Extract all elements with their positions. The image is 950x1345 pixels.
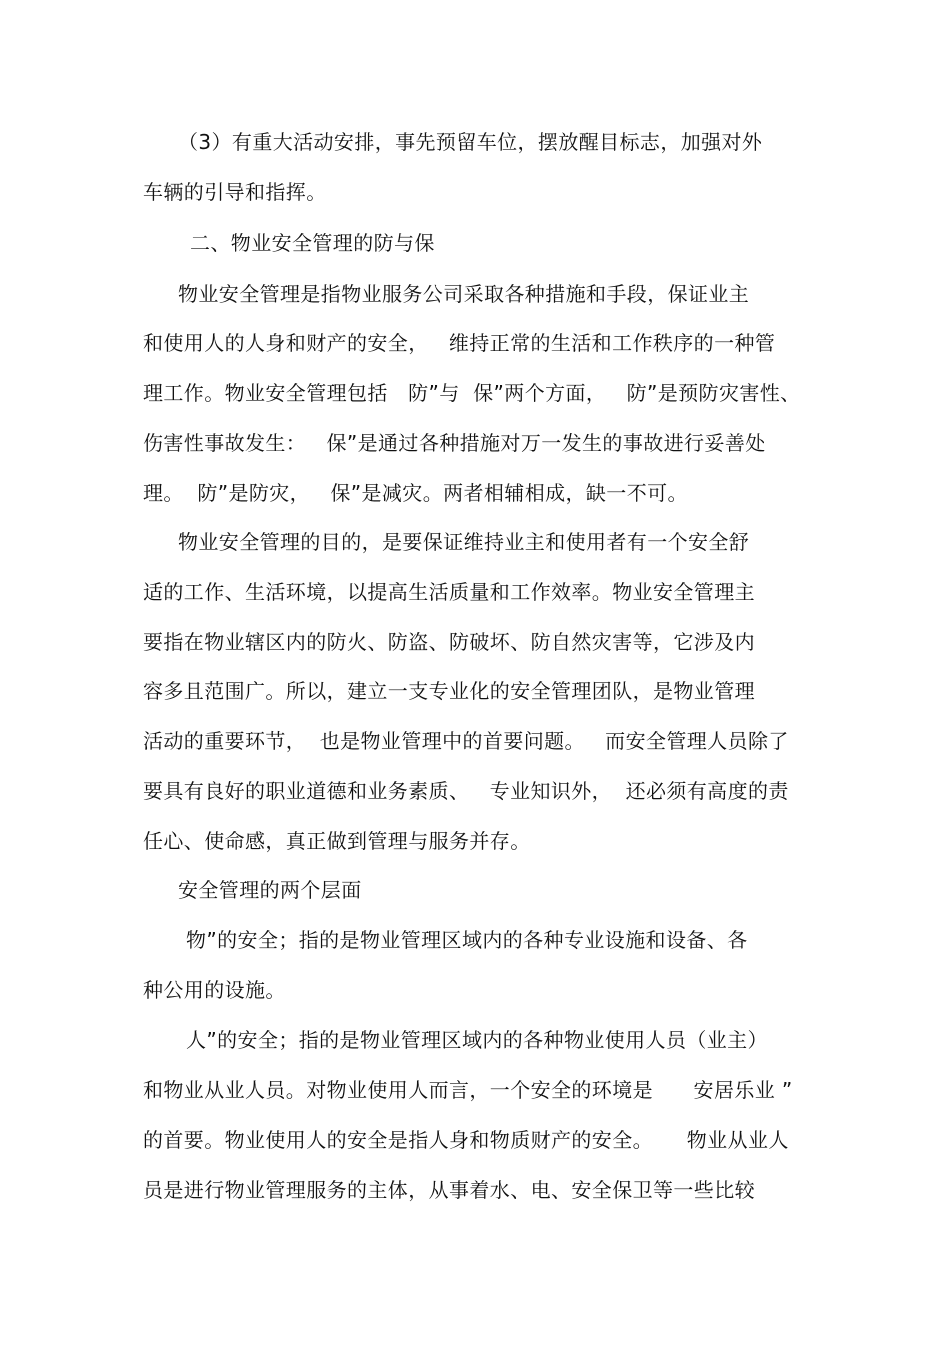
text-line-14: 要具有良好的职业道德和业务素质、 专业知识外， 还必须有高度的责: [143, 779, 789, 803]
text-line-17: 物”的安全；指的是物业管理区域内的各种专业设施和设备、各: [186, 928, 748, 952]
section-heading: 二、物业安全管理的防与保: [190, 231, 435, 255]
text-line-15: 任心、使命感，真正做到管理与服务并存。: [143, 829, 531, 853]
text-line-19: 人”的安全；指的是物业管理区域内的各种物业使用人员（业主）: [186, 1028, 768, 1052]
text-line-11: 要指在物业辖区内的防火、防盗、防破坏、防自然灾害等，它涉及内: [143, 630, 755, 654]
text-line-6: 理工作。物业安全管理包括 防”与 保”两个方面， 防”是预防灾害性、: [143, 381, 801, 405]
text-line-21: 的首要。物业使用人的安全是指人身和物质财产的安全。 物业从业人: [143, 1128, 789, 1152]
text-line-2: 车辆的引导和指挥。: [143, 180, 327, 204]
text-line-13: 活动的重要环节， 也是物业管理中的首要问题。 而安全管理人员除了: [143, 729, 789, 753]
text-line-7: 伤害性事故发生： 保”是通过各种措施对万一发生的事故进行妥善处: [143, 431, 766, 455]
text-line-5: 和使用人的人身和财产的安全， 维持正常的生活和工作秩序的一种管: [143, 331, 776, 355]
subsection-heading: 安全管理的两个层面: [178, 878, 362, 902]
text-line-18: 种公用的设施。: [143, 978, 286, 1002]
text-line-20: 和物业从业人员。对物业使用人而言，一个安全的环境是 安居乐业 ”: [143, 1078, 793, 1102]
text-line-9: 物业安全管理的目的，是要保证维持业主和使用者有一个安全舒: [178, 530, 750, 554]
text-line-4: 物业安全管理是指物业服务公司采取各种措施和手段，保证业主: [178, 282, 750, 306]
text-line-12: 容多且范围广。所以，建立一支专业化的安全管理团队，是物业管理: [143, 679, 755, 703]
text-line-10: 适的工作、生活环境，以提高生活质量和工作效率。物业安全管理主: [143, 580, 755, 604]
text-line-8: 理。 防”是防灾， 保”是减灾。两者相辅相成，缺一不可。: [143, 481, 688, 505]
text-line-1: （3）有重大活动安排，事先预留车位，摆放醒目标志，加强对外: [178, 130, 763, 154]
text-line-22: 员是进行物业管理服务的主体，从事着水、电、安全保卫等一些比较: [143, 1178, 755, 1202]
